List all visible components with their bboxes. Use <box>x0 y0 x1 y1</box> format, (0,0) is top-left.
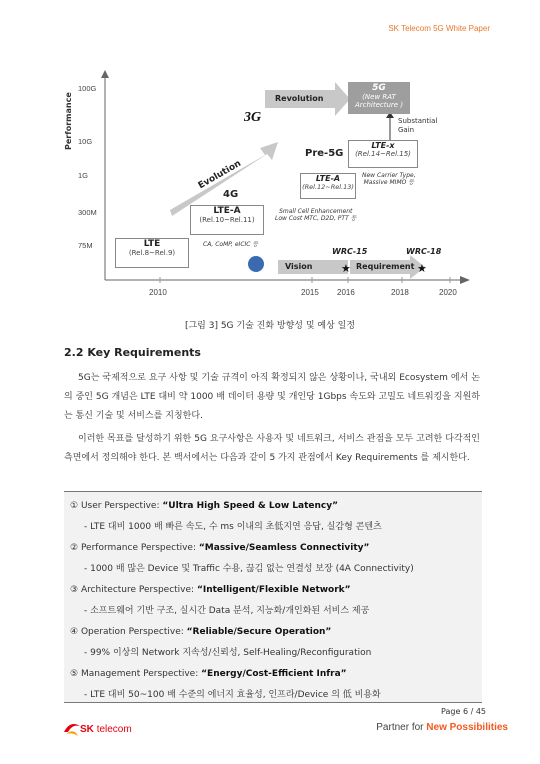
box-lte-a-sub: (Rel.10~Rel.11) <box>199 216 255 224</box>
new-carrier-line2: Massive MIMO 등 <box>363 179 415 186</box>
y-tick: 300M <box>78 208 97 217</box>
requirements-box <box>64 491 482 703</box>
req-goal: “Intelligent/Flexible Network” <box>196 585 351 595</box>
req-goal: “Energy/Cost-Efficient Infra” <box>201 669 347 679</box>
vision-label: Vision <box>285 262 313 271</box>
logo-sk: SK <box>80 724 94 735</box>
box-5g-sub1: (New RAT <box>362 93 396 101</box>
evolution-figure <box>60 70 480 310</box>
logo-telecom: telecom <box>96 724 132 735</box>
requirement-detail: - 소프트웨어 기반 구조, 실시간 Data 분석, 지능화/개인화된 서비스 제공 <box>84 606 370 616</box>
svg-text:★: ★ <box>417 262 427 275</box>
box-lte-a-rel12-title: LTE-A <box>315 174 341 183</box>
logo-text <box>80 724 132 735</box>
paragraph-1-text: 5G는 국제적으로 요구 사항 및 기술 규격이 아직 확정되지 않은 상황이나, 국내외 Ecosystem 에서 논의 중인 5G 개념은 LTE 대비 약 1000 배 데이터 용량 및 개인당 1Gbps 속도와 고밀도 네트워킹을 지원하는 통신 기술 및 서비스를 지칭한다. <box>64 373 480 421</box>
small-cell-line2: Low Cost MTC, D2D, PTT 등 <box>275 215 357 222</box>
revolution-label: Revolution <box>275 94 324 103</box>
y-tick: 10G <box>78 137 93 146</box>
wrc15-label: WRC-15 <box>332 247 368 256</box>
requirement-label: Requirement <box>356 262 415 271</box>
box-lte-sub: (Rel.8~Rel.9) <box>128 249 176 257</box>
tagline-prefix: Partner for <box>376 722 427 733</box>
wrc18-label: WRC-18 <box>406 247 442 256</box>
req-num: ① <box>70 501 79 511</box>
y-axis-label: Performance <box>64 92 73 150</box>
box-5g-sub2: Architecture ) <box>354 101 404 109</box>
box-lte-x-title: LTE-x <box>371 141 395 150</box>
substantial-gain-label <box>398 117 437 135</box>
box-5g-title: 5G <box>372 83 386 93</box>
y-tick: 1G <box>78 171 89 180</box>
figure-caption: [그림 3] 5G 기술 진화 방향성 및 예상 일정 <box>184 321 356 331</box>
box-lte-x-sub: (Rel.14~Rel.15) <box>355 150 411 158</box>
x-tick: 2010 <box>149 288 167 297</box>
requirement-detail: - LTE 대비 1000 배 빠른 속도, 수 ms 이내의 초低지연 응답, 실감형 콘텐츠 <box>84 522 382 532</box>
box-lte-a-rel12-sub: (Rel.12~Rel.13) <box>302 183 354 191</box>
x-tick: 2015 <box>301 288 319 297</box>
box-lte-a <box>190 205 264 235</box>
req-perspective: Management Perspective: <box>80 669 202 679</box>
evolution-label: Evolution <box>196 158 243 192</box>
requirement-item <box>70 622 476 643</box>
req-num: ④ <box>70 627 79 637</box>
footer-tagline <box>376 722 508 733</box>
box-lte-a-title: LTE-A <box>213 206 241 216</box>
substantial-gain-line2: Gain <box>398 126 415 134</box>
tagline-highlight: New Possibilities <box>426 722 508 733</box>
x-tick: 2018 <box>391 288 409 297</box>
box-lte-title: LTE <box>143 239 161 249</box>
requirement-item <box>70 664 476 685</box>
requirement-item <box>70 580 476 601</box>
3g-logo: 3G <box>244 110 262 125</box>
page-number: Page 6 / 45 <box>441 707 486 716</box>
substantial-gain-line1: Substantial <box>398 117 438 125</box>
figure-axes <box>60 70 480 310</box>
requirement-item <box>70 496 476 517</box>
req-perspective: Architecture Perspective: <box>80 585 197 595</box>
y-tick: 75M <box>78 241 93 250</box>
small-cell-line1: Small Cell Enhancement <box>279 208 353 215</box>
new-carrier-note <box>362 172 416 186</box>
4g-label: 4G <box>223 189 239 200</box>
x-tick: 2020 <box>439 288 457 297</box>
req-perspective: Performance Perspective: <box>80 543 199 553</box>
x-tick: 2016 <box>337 288 355 297</box>
box-lte-x <box>348 140 418 168</box>
paragraph-2 <box>64 430 480 468</box>
svg-text:★: ★ <box>341 262 351 275</box>
requirement-item <box>70 538 476 559</box>
pre-5g-label: Pre-5G <box>305 148 344 159</box>
new-carrier-line1: New Carrier Type, <box>362 172 416 179</box>
req-num: ③ <box>70 585 79 595</box>
req-num: ② <box>70 543 79 553</box>
req-goal: “Ultra High Speed & Low Latency” <box>162 501 339 511</box>
paragraph-1 <box>64 369 480 426</box>
small-cell-note <box>275 208 356 222</box>
req-perspective: Operation Perspective: <box>80 627 187 637</box>
requirement-detail: - 99% 이상의 Network 지속성/신뢰성, Self-Healing/Reconfiguration <box>84 648 372 658</box>
paragraph-2-text: 이러한 목표를 달성하기 위한 5G 요구사항은 사용자 및 네트워크, 서비스 관점을 모두 고려한 다각적인 측면에서 정의해야 한다. 본 백서에서는 다음과 같이 5 가지 관점에서 Key Requirements 를 제시한다. <box>64 434 480 463</box>
box-5g <box>348 82 410 114</box>
section-title: 2.2 Key Requirements <box>64 346 201 359</box>
box-lte-a-rel12 <box>300 173 356 199</box>
req-goal: “Massive/Seamless Connectivity” <box>198 543 370 553</box>
box-lte <box>115 238 189 268</box>
y-tick: 100G <box>78 84 97 93</box>
req-goal: “Reliable/Secure Operation” <box>186 627 332 637</box>
requirement-detail: - LTE 대비 50~100 배 수준의 에너지 효율성, 인프라/Device 의 低 비용화 <box>84 690 381 700</box>
req-num: ⑤ <box>70 669 79 679</box>
req-perspective: User Perspective: <box>80 501 163 511</box>
header-title: SK Telecom 5G White Paper <box>388 24 490 33</box>
requirement-detail: - 1000 배 많은 Device 및 Traffic 수용, 끊김 없는 연결성 보장 (4A Connectivity) <box>84 564 414 574</box>
ca-note: CA, CoMP, eICIC 등 <box>203 241 259 248</box>
